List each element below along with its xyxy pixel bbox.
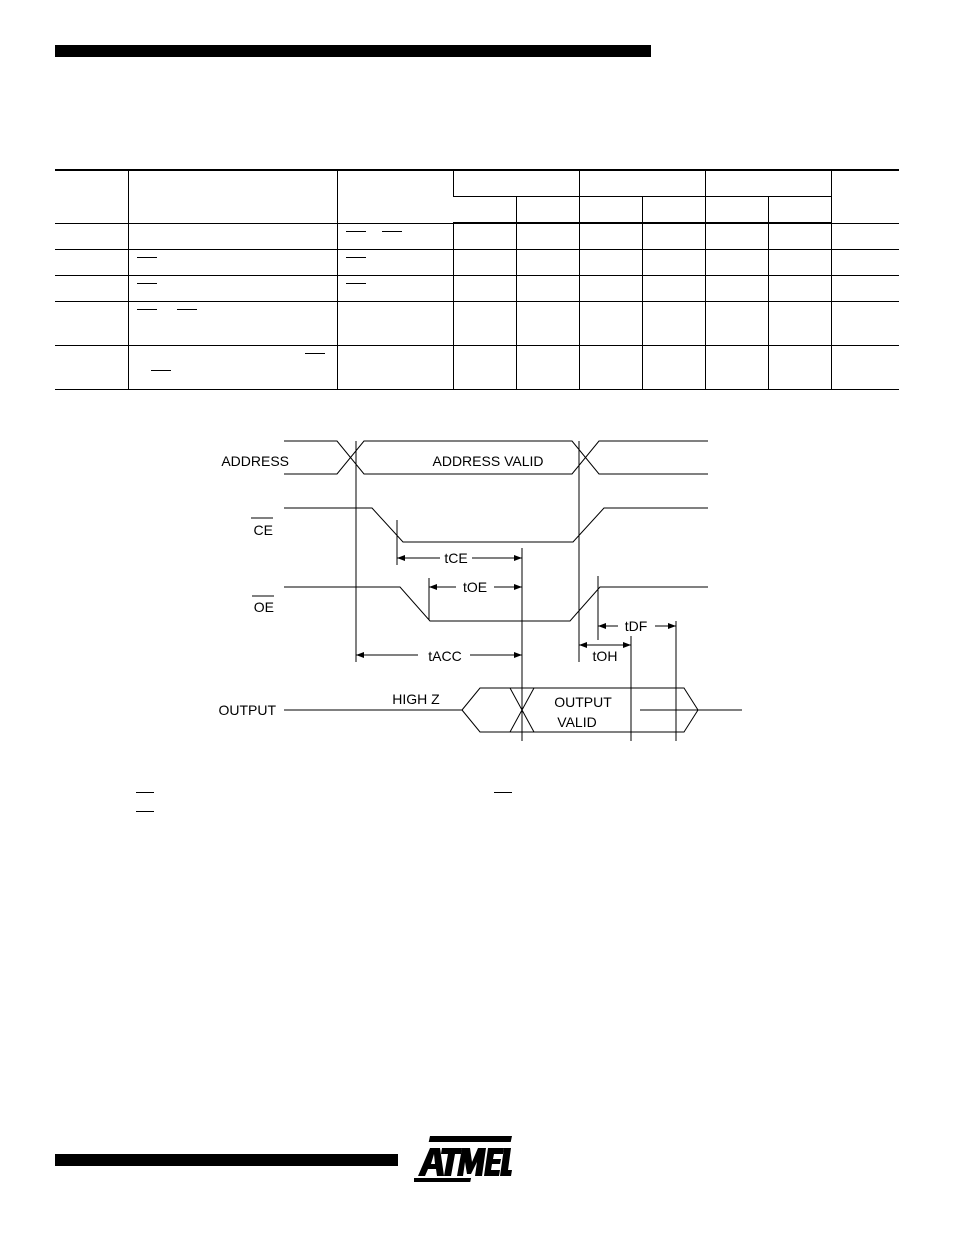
param-label-toe: tOE <box>462 579 488 595</box>
param-label-tce: tCE <box>444 550 468 566</box>
footer-rule <box>55 1154 398 1166</box>
notes-overline-mark <box>136 811 154 812</box>
output-waveform <box>284 688 742 732</box>
param-label-tdf: tDF <box>624 618 648 634</box>
param-label-tacc: tACC <box>428 648 462 664</box>
atmel-logo <box>414 1136 512 1182</box>
param-label-toh: tOH <box>592 648 618 664</box>
oe-waveform <box>284 587 708 621</box>
signal-label-address: ADDRESS <box>221 453 289 469</box>
signal-label-ce: CE <box>253 522 273 538</box>
dimension-arrowheads <box>356 555 676 658</box>
notes-overline-mark <box>136 792 154 793</box>
signal-label-oe: OE <box>253 599 274 615</box>
signal-label-output: OUTPUT <box>218 702 276 718</box>
ce-waveform <box>284 508 708 542</box>
address-valid-label: ADDRESS VALID <box>432 453 544 469</box>
high-z-label: HIGH Z <box>392 691 440 707</box>
notes-overline-mark <box>494 792 512 793</box>
output-valid-label-line1: OUTPUT <box>554 694 612 710</box>
output-valid-label-line2: VALID <box>557 714 597 730</box>
